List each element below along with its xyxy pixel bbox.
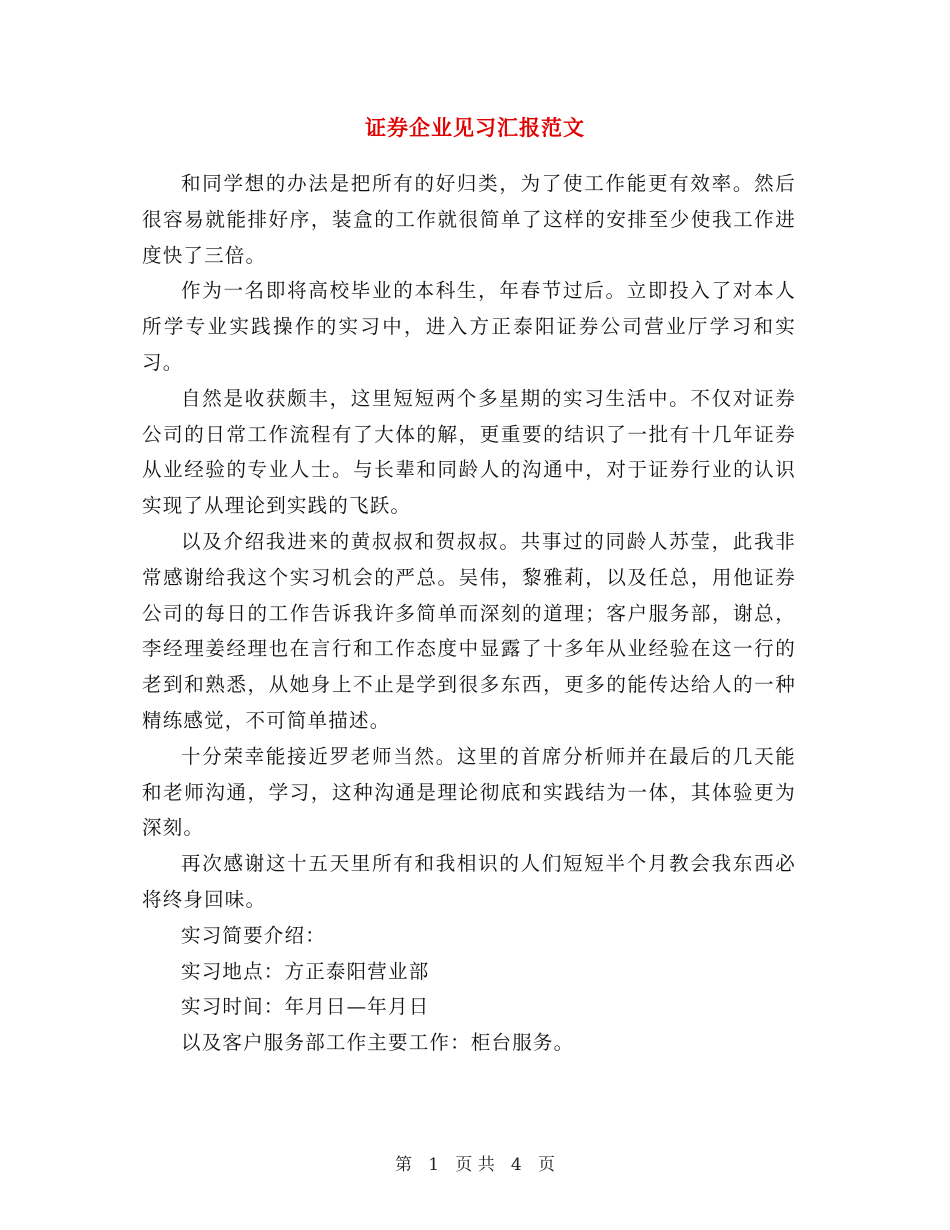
document-body <box>142 166 796 1061</box>
page-number: 1 <box>428 1155 440 1175</box>
document-title: 证券企业见习汇报范文 <box>365 115 585 140</box>
internship-location: 实习地点：方正泰阳营业部 <box>181 959 430 983</box>
internship-period: 实习时间：年月日—年月日 <box>181 995 430 1019</box>
paragraph-5: 十分荣幸能接近罗老师当然。这里的首席分析师并在最后的几天能和老师沟通，学习，这种沟通是理论彻底和实践结为一体，其体验更为深刻。 <box>142 744 796 840</box>
internship-duties: 以及客户服务部工作主要工作：柜台服务。 <box>181 1031 575 1055</box>
internship-intro-heading: 实习简要介绍： <box>181 923 326 947</box>
paragraph-2: 作为一名即将高校毕业的本科生，年春节过后。立即投入了对本人所学专业实践操作的实习中，进入方正泰阳证券公司营业厅学习和实习。 <box>142 279 796 374</box>
page-label-prefix: 第 <box>395 1155 413 1175</box>
paragraph-1: 和同学想的办法是把所有的好归类，为了使工作能更有效率。然后很容易就能排好序，装盒的工作就很简单了这样的安排至少使我工作进度快了三倍。 <box>142 172 796 267</box>
page-footer <box>0 1153 950 1177</box>
total-pages: 4 <box>510 1155 522 1175</box>
page-label-suffix: 页 <box>537 1155 555 1175</box>
paragraph-4: 以及介绍我进来的黄叔叔和贺叔叔。共事过的同龄人苏莹，此我非常感谢给我这个实习机会的严总。吴伟，黎雅莉，以及任总，用他证券公司的每日的工作告诉我许多简单而深刻的道理；客户服务部，谢总，李经理姜经理也在言行和工作态度中显露了十多年从业经验在这一行的老到和熟悉，从她身上不止是学到很多东西，更多的能传达给人的一种精练感觉，不可简单描述。 <box>142 529 796 732</box>
paragraph-6: 再次感谢这十五天里所有和我相识的人们短短半个月教会我东西必将终身回味。 <box>142 852 796 911</box>
paragraph-3: 自然是收获颇丰，这里短短两个多星期的实习生活中。不仅对证券公司的日常工作流程有了大体的解，更重要的结识了一批有十几年证券从业经验的专业人士。与长辈和同龄人的沟通中，对于证券行业的认识实现了从理论到实践的飞跃。 <box>142 386 796 518</box>
page-label-middle: 页 共 <box>455 1155 495 1175</box>
